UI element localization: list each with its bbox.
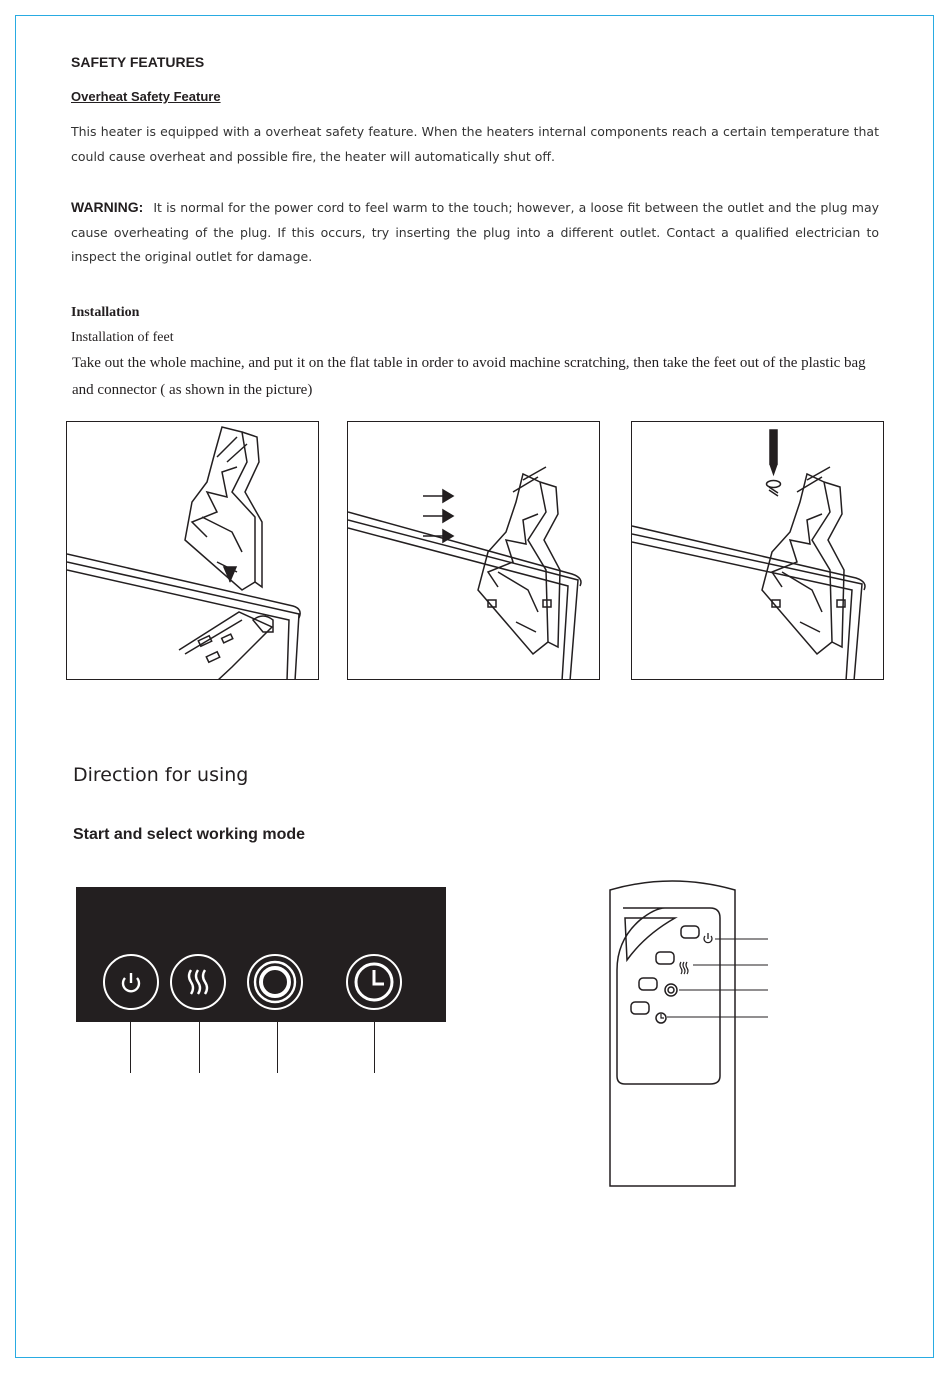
installation-paragraph: Take out the whole machine, and put it on the flat table in order to avoid machine scratching, then take the feet out of the plastic bag and connector ( as shown in the picture) bbox=[72, 355, 866, 398]
control-panel bbox=[76, 887, 446, 1022]
flame-leader-line bbox=[277, 1022, 278, 1073]
remote-power-button bbox=[681, 926, 699, 938]
start-mode-heading: Start and select working mode bbox=[73, 826, 306, 843]
heat-icon bbox=[172, 956, 224, 1008]
foot-screwed-illustration bbox=[632, 422, 884, 680]
installation-subheading: Installation of feet bbox=[71, 330, 174, 345]
power-icon bbox=[105, 956, 157, 1008]
overheat-safety-heading: Overheat Safety Feature bbox=[71, 89, 221, 104]
warning-text: It is normal for the power cord to feel warm to the touch; however, a loose fit between the outlet and the plug may cause overheating of the plug. If this occurs, try inserting the plug into a different outlet. Contact a qualified electrician to inspect the original outlet for damage. bbox=[71, 200, 879, 264]
install-figure-3 bbox=[631, 421, 884, 680]
heat-leader-line bbox=[199, 1022, 200, 1073]
remote-control-illustration bbox=[605, 880, 775, 1190]
remote-control bbox=[605, 880, 775, 1190]
direction-heading: Direction for using bbox=[73, 764, 249, 786]
remote-heat-button bbox=[656, 952, 674, 964]
remote-timer-button bbox=[631, 1002, 649, 1014]
flame-effect-icon bbox=[249, 956, 301, 1008]
panel-timer-button[interactable] bbox=[346, 954, 402, 1010]
safety-features-heading: SAFETY FEATURES bbox=[71, 54, 205, 70]
warning-paragraph bbox=[71, 195, 879, 270]
timer-icon bbox=[348, 956, 400, 1008]
overheat-paragraph: This heater is equipped with a overheat safety feature. When the heaters internal components reach a certain temperature that could cause overheat and possible fire, the heater will automatically shut off. bbox=[71, 124, 879, 164]
install-figure-1 bbox=[66, 421, 319, 680]
foot-attached-illustration bbox=[348, 422, 600, 680]
panel-power-button[interactable] bbox=[103, 954, 159, 1010]
foot-above-base-illustration bbox=[67, 422, 319, 680]
timer-leader-line bbox=[374, 1022, 375, 1073]
remote-flame-button bbox=[639, 978, 657, 990]
panel-flame-button[interactable] bbox=[247, 954, 303, 1010]
screwdriver-icon bbox=[770, 430, 777, 464]
warning-label: WARNING: bbox=[71, 199, 144, 215]
power-leader-line bbox=[130, 1022, 131, 1073]
panel-heat-button[interactable] bbox=[170, 954, 226, 1010]
install-figure-2 bbox=[347, 421, 600, 680]
installation-heading: Installation bbox=[71, 305, 140, 320]
